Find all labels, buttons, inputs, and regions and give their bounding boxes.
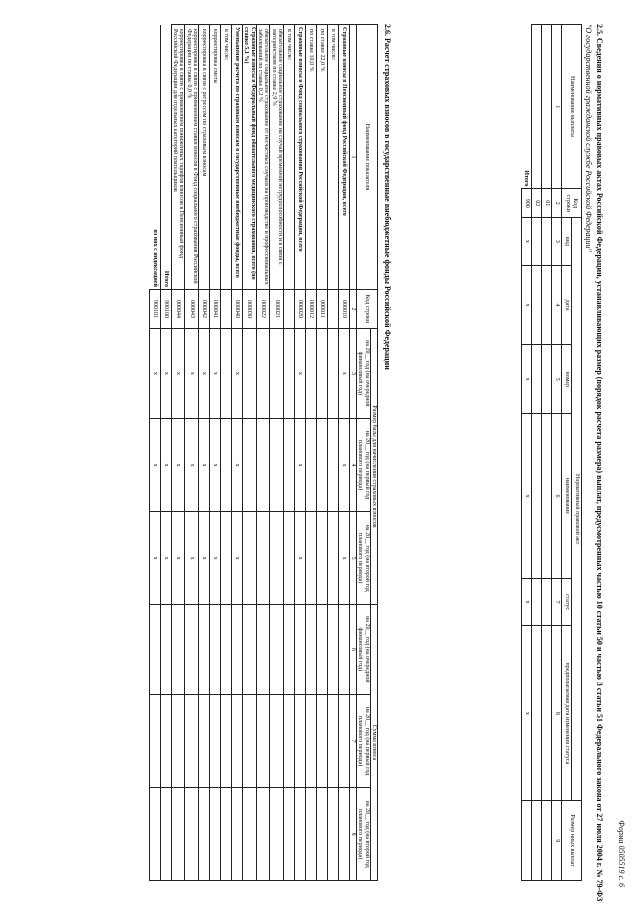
base-cell xyxy=(327,418,338,512)
table-row xyxy=(243,25,257,881)
base-cell xyxy=(316,329,327,419)
base-cell xyxy=(327,329,338,419)
line-code-cell: 000021 xyxy=(270,290,284,329)
sum-cell xyxy=(327,788,338,881)
sum-cell xyxy=(270,604,284,694)
total-row xyxy=(160,25,171,881)
base-cell xyxy=(305,418,316,512)
total-code: 900101 xyxy=(149,290,160,329)
indicator-name-cell: корректировка в связи с применением пониженных тарифов взносов в Пенсионный фонд Российской Федерации для отдельных категорий плательщиков xyxy=(171,25,185,290)
base-cell: x xyxy=(232,329,243,419)
indicator-name-cell: по ставке 22,0 % xyxy=(316,25,327,290)
payment-name-cell xyxy=(532,25,542,189)
col-status-change-date: предполагаемая дата изменения статуса xyxy=(562,626,572,801)
sum-cell xyxy=(256,788,270,881)
table-row xyxy=(256,25,270,881)
col-payment-name: Наименование выплаты xyxy=(562,25,582,189)
col-sum-group: Сумма взноса xyxy=(370,604,377,880)
sum-cell xyxy=(243,604,257,694)
col-number-cell: 1 xyxy=(552,25,562,189)
col-number: номер xyxy=(562,345,572,414)
sum-cell xyxy=(185,694,199,788)
indicator-name-cell: корректировка в связи с регрессом по страховым взносам xyxy=(199,25,210,290)
section-2-5-title: 2.5. Сведения о нормативных правовых актах Российской Федерации, устанавливающих размер (порядок расчета размера) выплат, предусмотренных частью 10 статьи 50 и частью 3 статьи 51 Федерального закона от 27 июля 2004 г. № 79-ФЗ xyxy=(595,24,604,902)
sum-cell xyxy=(327,694,338,788)
table-row xyxy=(316,25,327,881)
base-cell xyxy=(283,329,294,419)
base-cell xyxy=(256,329,270,419)
sum-cell xyxy=(232,694,243,788)
base-cell: x xyxy=(294,512,305,605)
line-code-cell: 000022 xyxy=(256,290,270,329)
data-cell xyxy=(532,345,542,414)
col-index-2: 2 xyxy=(349,290,356,329)
x-cell: x xyxy=(160,418,171,512)
col-base-year-first: на 20__ год (на первый год планового периода) xyxy=(357,418,371,512)
data-cell xyxy=(542,218,552,266)
base-cell: x xyxy=(232,418,243,512)
base-cell xyxy=(270,418,284,512)
table-row xyxy=(327,25,338,881)
x-cell: x xyxy=(522,626,532,801)
x-cell: x xyxy=(522,414,532,578)
col-indicator-name: Наименование показателя xyxy=(357,25,378,290)
sum-cell xyxy=(283,694,294,788)
sum-cell xyxy=(256,604,270,694)
sum-cell xyxy=(210,604,221,694)
data-cell xyxy=(542,578,552,626)
col-normative-act-group: Нормативный правовой акт xyxy=(572,218,582,801)
table-row xyxy=(199,25,210,881)
col-kind: вид xyxy=(562,218,572,266)
base-cell: x xyxy=(171,418,185,512)
sum-cell xyxy=(283,604,294,694)
sum-cell xyxy=(149,604,160,694)
col-index-7: 7 xyxy=(349,694,356,788)
base-cell: x xyxy=(185,329,199,419)
sum-cell xyxy=(171,694,185,788)
total-label: Итого xyxy=(160,25,171,290)
indicator-name-cell: корректировка в связи с применением ставки взносов в Фонд социального страхования Российской Федерации по ставке 0,0 % xyxy=(185,25,199,290)
sum-cell xyxy=(270,788,284,881)
total-code: 900100 xyxy=(160,290,171,329)
col-index-4: 4 xyxy=(349,418,356,512)
base-cell: x xyxy=(338,512,349,605)
base-cell: x xyxy=(294,329,305,419)
insurance-contributions-table xyxy=(149,24,378,881)
data-cell xyxy=(532,265,542,345)
sum-cell xyxy=(338,694,349,788)
row-code-cell: 02 xyxy=(532,189,542,218)
col-base-year-current: на 20__ год (на очередной финансовый год) xyxy=(357,329,371,419)
base-cell: x xyxy=(171,512,185,605)
x-cell: x xyxy=(522,578,532,626)
line-code-cell: 000010 xyxy=(338,290,349,329)
col-index-5: 5 xyxy=(349,512,356,605)
col-index-3: 3 xyxy=(349,329,356,419)
line-code-cell: 000011 xyxy=(316,290,327,329)
data-cell xyxy=(532,414,542,578)
col-sum-year-current: на 20__ год (на очередной финансовый год) xyxy=(357,604,371,694)
base-cell xyxy=(256,418,270,512)
col-act-name: наименование xyxy=(562,414,572,578)
sum-cell xyxy=(199,604,210,694)
sum-cell xyxy=(338,604,349,694)
normative-acts-body xyxy=(522,25,562,881)
x-cell: x xyxy=(522,218,532,266)
sum-cell xyxy=(270,694,284,788)
col-index-6: 6 xyxy=(349,604,356,694)
line-code-cell: 000020 xyxy=(294,290,305,329)
sum-cell xyxy=(316,694,327,788)
sum-cell xyxy=(305,604,316,694)
data-cell xyxy=(532,801,542,881)
sum-cell xyxy=(210,694,221,788)
sum-cell xyxy=(232,788,243,881)
base-cell: x xyxy=(171,329,185,419)
base-cell xyxy=(283,512,294,605)
total-row xyxy=(149,25,160,881)
base-cell: x xyxy=(294,418,305,512)
table-row xyxy=(210,25,221,881)
total-size-cell xyxy=(522,801,532,881)
sum-cell xyxy=(160,604,171,694)
base-cell: x xyxy=(210,512,221,605)
sum-cell xyxy=(210,788,221,881)
sum-cell xyxy=(221,788,232,881)
sum-cell xyxy=(199,694,210,788)
base-cell xyxy=(243,512,257,605)
table-row xyxy=(283,25,294,881)
col-number-cell: 3 xyxy=(552,218,562,266)
base-cell xyxy=(305,512,316,605)
table-row xyxy=(270,25,284,881)
x-cell: x xyxy=(160,512,171,605)
sum-cell xyxy=(243,694,257,788)
base-cell xyxy=(221,329,232,419)
base-cell xyxy=(221,418,232,512)
sum-cell xyxy=(327,604,338,694)
table-row xyxy=(305,25,316,881)
line-code-cell xyxy=(283,290,294,329)
row-code-cell: 01 xyxy=(542,189,552,218)
sum-cell xyxy=(221,604,232,694)
x-cell: x xyxy=(149,329,160,419)
line-code-cell: 000040 xyxy=(232,290,243,329)
col-sum-year-second: на 20__ год (на второй год планового периода) xyxy=(357,788,371,881)
line-code-cell: 000041 xyxy=(210,290,221,329)
line-code-cell: 000012 xyxy=(305,290,316,329)
sum-cell xyxy=(338,788,349,881)
base-cell xyxy=(270,329,284,419)
table-row xyxy=(542,25,552,881)
col-date: дата xyxy=(562,265,572,345)
section-2-6-title: 2.6. Расчет страховых взносов в государственные внебюджетные фонды Российской Федерации xyxy=(383,24,392,370)
base-cell xyxy=(243,418,257,512)
indicator-name-cell: по ставке 10,0 % xyxy=(305,25,316,290)
payment-name-cell xyxy=(542,25,552,189)
col-index-1: 1 xyxy=(349,25,356,290)
base-cell xyxy=(256,512,270,605)
col-number-cell: 7 xyxy=(552,578,562,626)
indicator-name-cell: обязательное социальное страхование от несчастных случаев на производстве и профессиональных заболеваний по ставке 0,2 % xyxy=(256,25,270,290)
col-number-cell: 6 xyxy=(552,414,562,578)
data-cell xyxy=(532,626,542,801)
col-status: статус xyxy=(562,578,572,626)
contributions-body xyxy=(149,25,349,881)
line-code-cell: 000043 xyxy=(185,290,199,329)
x-cell: x xyxy=(149,512,160,605)
col-number-cell: 9 xyxy=(552,801,562,881)
sum-cell xyxy=(160,694,171,788)
sum-cell xyxy=(294,604,305,694)
indicator-name-cell: Уменьшение расчета по страховым взносам в государственные внебюджетные фонды, всего xyxy=(232,25,243,290)
indicator-name-cell: обязательное социальное страхование на случай временной нетрудоспособности и в связи с материнством по ставке 2,9 % xyxy=(270,25,284,290)
column-number-row xyxy=(552,25,562,881)
base-cell: x xyxy=(199,512,210,605)
sum-cell xyxy=(160,788,171,881)
indicator-name-cell: в том числе: xyxy=(221,25,232,290)
line-code-cell xyxy=(327,290,338,329)
sum-cell xyxy=(171,604,185,694)
data-cell xyxy=(542,414,552,578)
base-cell: x xyxy=(199,418,210,512)
sum-cell xyxy=(149,788,160,881)
indicator-name-cell: Страховые взносы в Пенсионный фонд Российской Федерации, всего xyxy=(338,25,349,290)
base-cell: x xyxy=(210,329,221,419)
total-code: 900 xyxy=(522,189,532,218)
base-cell xyxy=(243,329,257,419)
sum-cell xyxy=(221,694,232,788)
data-cell xyxy=(542,801,552,881)
sum-cell xyxy=(185,788,199,881)
col-number-cell: 5 xyxy=(552,345,562,414)
sum-cell xyxy=(305,694,316,788)
indicator-name-cell: в том числе: xyxy=(283,25,294,290)
total-label: из них с индексацией xyxy=(149,25,160,290)
base-cell: x xyxy=(232,512,243,605)
sum-cell xyxy=(294,788,305,881)
col-number-cell: 2 xyxy=(552,189,562,218)
table-row xyxy=(171,25,185,881)
line-code-cell: 000030 xyxy=(243,290,257,329)
base-cell xyxy=(327,512,338,605)
col-row-code: Код строки xyxy=(562,189,582,218)
base-cell: x xyxy=(210,418,221,512)
sum-cell xyxy=(171,788,185,881)
section-2-5-subtitle: "О государственной гражданской службе Российской Федерации" xyxy=(584,24,593,252)
indicator-name-cell: Страховые взносы в Федеральный фонд обязательного медицинского страхования, всего (по ставке 5,1 %) xyxy=(243,25,257,290)
col-sum-year-first: на 20__ год (на первый год планового периода) xyxy=(357,694,371,788)
col-base-group: Размер базы для начисления страховых взносов xyxy=(370,329,377,605)
indicator-name-cell: Страховые взносы в Фонд социального страхования Российской Федерации, всего xyxy=(294,25,305,290)
form-code: Форма 0505519 с. 6 xyxy=(617,820,626,887)
sum-cell xyxy=(256,694,270,788)
base-cell: x xyxy=(185,512,199,605)
sum-cell xyxy=(316,788,327,881)
sum-cell xyxy=(185,604,199,694)
table-row xyxy=(232,25,243,881)
col-number-cell: 4 xyxy=(552,265,562,345)
indicator-name-cell: в том числе: xyxy=(327,25,338,290)
x-cell: x xyxy=(522,265,532,345)
x-cell: x xyxy=(522,345,532,414)
sum-cell xyxy=(243,788,257,881)
table-row xyxy=(185,25,199,881)
normative-acts-table xyxy=(521,24,582,881)
col-base-year-second: на 20__ год (на второй год планового периода) xyxy=(357,512,371,605)
sum-cell xyxy=(199,788,210,881)
sum-cell xyxy=(294,694,305,788)
table-row xyxy=(338,25,349,881)
data-cell xyxy=(542,345,552,414)
base-cell: x xyxy=(185,418,199,512)
base-cell xyxy=(221,512,232,605)
line-code-cell: 000044 xyxy=(171,290,185,329)
sum-cell xyxy=(149,694,160,788)
data-cell xyxy=(532,578,542,626)
base-cell: x xyxy=(199,329,210,419)
data-cell xyxy=(542,626,552,801)
table-row xyxy=(532,25,542,881)
table-row xyxy=(221,25,232,881)
total-row xyxy=(522,25,532,881)
col-line-code: Код строки xyxy=(357,290,378,329)
indicator-name-cell: корректировка сметы xyxy=(210,25,221,290)
base-cell xyxy=(305,329,316,419)
base-cell: x xyxy=(338,329,349,419)
total-label: Итого xyxy=(522,25,532,189)
col-number-cell: 8 xyxy=(552,626,562,801)
base-cell: x xyxy=(338,418,349,512)
sum-cell xyxy=(283,788,294,881)
sum-cell xyxy=(232,604,243,694)
line-code-cell xyxy=(221,290,232,329)
data-cell xyxy=(542,265,552,345)
base-cell xyxy=(270,512,284,605)
x-cell: x xyxy=(149,418,160,512)
line-code-cell: 000042 xyxy=(199,290,210,329)
data-cell xyxy=(532,218,542,266)
x-cell: x xyxy=(160,329,171,419)
base-cell xyxy=(316,418,327,512)
table-row xyxy=(294,25,305,881)
col-payment-size: Размер иных выплат xyxy=(562,801,582,881)
col-index-8: 8 xyxy=(349,788,356,881)
base-cell xyxy=(283,418,294,512)
sum-cell xyxy=(316,604,327,694)
sum-cell xyxy=(305,788,316,881)
base-cell xyxy=(316,512,327,605)
